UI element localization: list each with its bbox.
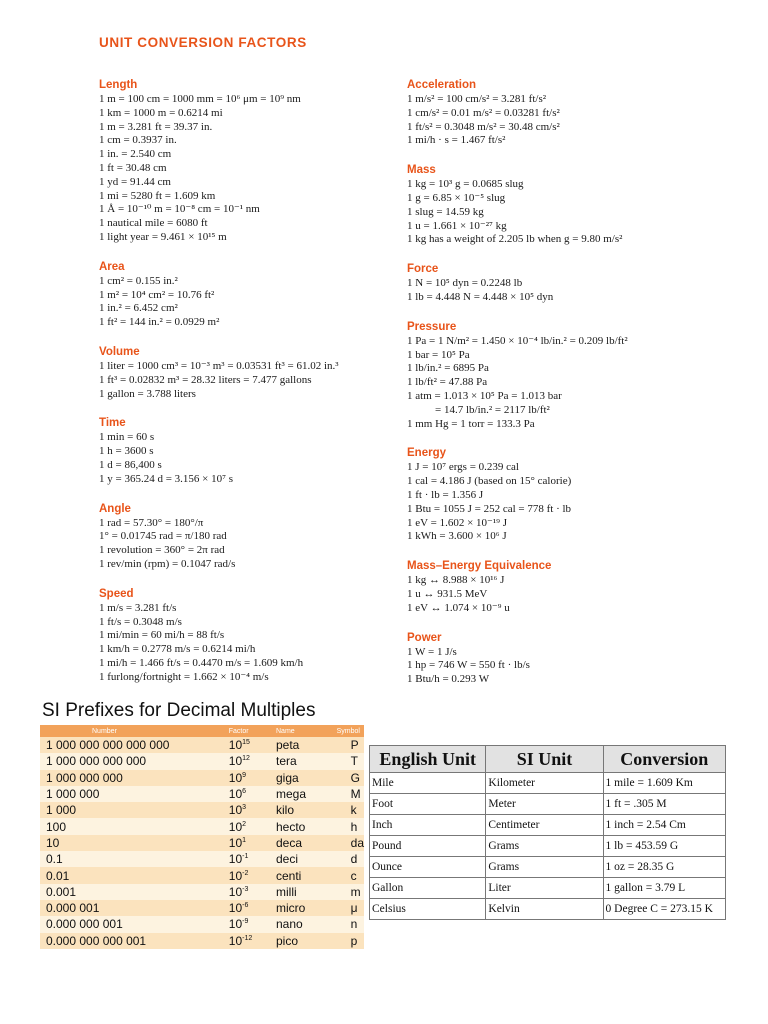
conversion-cell: 1 gallon = 3.79 L (603, 878, 725, 899)
section-heading: Force (407, 263, 439, 276)
conversion-line: 1 rev/min (rpm) = 0.1047 rad/s (99, 557, 236, 570)
left-column (99, 78, 399, 700)
table-row (370, 857, 726, 878)
conversion-line: 1 cal = 4.186 J (based on 15° calorie) (407, 475, 572, 488)
section-pressure (407, 320, 737, 432)
table-row (370, 878, 726, 899)
english-si-table (369, 745, 726, 920)
si-factor (219, 900, 276, 916)
si-factor (219, 737, 276, 753)
conversion-line: 1 Btu = 1055 J = 252 cal = 778 ft · lb (407, 502, 572, 515)
conversion-line: 1 m/s = 3.281 ft/s (99, 601, 177, 614)
table-row (370, 815, 726, 836)
si-factor-base: 10 (228, 917, 243, 932)
section-heading: Length (99, 79, 138, 91)
english-unit-cell: Celsius (370, 899, 486, 920)
si-factor (219, 835, 276, 851)
si-factor-exponent: 12 (242, 755, 250, 763)
si-unit-header: SI Unit (486, 746, 603, 773)
si-factor-base: 10 (228, 835, 243, 850)
si-name: deci (276, 851, 329, 867)
section-heading: Area (99, 260, 125, 273)
section-length (99, 78, 399, 245)
conversion-line: 1 y = 365.24 d = 3.156 × 10⁷ s (99, 472, 233, 485)
si-factor-base: 10 (228, 884, 243, 899)
conversion-line: 1 km = 1000 m = 0.6214 mi (99, 106, 223, 119)
conversion-line: 1 mi/h = 1.466 ft/s = 0.4470 m/s = 1.609 km/h (99, 656, 304, 669)
table-row (40, 851, 364, 867)
english-unit-cell: Foot (370, 794, 486, 815)
si-number: 0.000 001 (40, 900, 219, 916)
conversion-line: 1 mi/h · s = 1.467 ft/s² (407, 134, 506, 147)
conversion-cell: 1 inch = 2.54 Cm (603, 815, 725, 836)
si-factor-base: 10 (228, 933, 243, 948)
conversion-line: 1 atm = 1.013 × 10⁵ Pa = 1.013 bar (407, 389, 562, 402)
si-symbol: P (329, 737, 364, 753)
conversion-line: 1 m² = 10⁴ cm² = 10.76 ft² (99, 288, 215, 301)
si-factor (219, 867, 276, 883)
conversion-line: 1 bar = 10⁵ Pa (407, 348, 470, 361)
si-number: 10 (40, 835, 219, 851)
english-si-header-row (370, 746, 726, 773)
si-factor (219, 818, 276, 834)
si-name: deca (276, 835, 329, 851)
english-unit-cell: Inch (370, 815, 486, 836)
conversion-line: 1 J = 10⁷ ergs = 0.239 cal (407, 461, 519, 474)
conversion-line: 1 Btu/h = 0.293 W (407, 673, 490, 686)
section-heading: Acceleration (407, 79, 477, 91)
conversion-line: 1 km/h = 0.2778 m/s = 0.6214 mi/h (99, 643, 256, 656)
table-row (40, 884, 364, 900)
si-factor-exponent: -1 (242, 853, 249, 861)
si-factor (219, 753, 276, 769)
table-row (40, 802, 364, 818)
section-heading: Time (99, 417, 126, 430)
conversion-line: 1 revolution = 360° = 2π rad (99, 544, 225, 557)
table-row (370, 794, 726, 815)
si-symbol: h (329, 818, 364, 834)
si-factor (219, 851, 276, 867)
english-unit-header: English Unit (370, 746, 486, 773)
table-row (40, 770, 364, 786)
table-row (370, 773, 726, 794)
conversion-line: 1 cm/s² = 0.01 m/s² = 0.03281 ft/s² (407, 106, 560, 119)
si-header-symbol: Symbol (329, 725, 364, 737)
si-prefixes-table (40, 725, 364, 949)
conversion-line: 1 hp = 746 W = 550 ft · lb/s (407, 659, 530, 672)
si-number: 100 (40, 818, 219, 834)
si-symbol: G (329, 770, 364, 786)
si-number: 0.01 (40, 867, 219, 883)
conversion-line: 1 ft/s² = 0.3048 m/s² = 30.48 cm/s² (407, 120, 560, 133)
conversion-line: 1 u = 1.661 × 10⁻²⁷ kg (407, 219, 507, 232)
si-factor-exponent: 2 (242, 820, 247, 828)
conversion-line: = 14.7 lb/in.² = 2117 lb/ft² (435, 403, 550, 416)
si-name: kilo (276, 802, 329, 818)
si-factor (219, 916, 276, 932)
table-row (40, 835, 364, 851)
conversion-line: 1 ft³ = 0.02832 m³ = 28.32 liters = 7.477 gallons (99, 373, 312, 386)
si-number: 1 000 (40, 802, 219, 818)
conversion-line: 1 ft = 30.48 cm (99, 161, 167, 174)
si-unit-cell: Centimeter (486, 815, 603, 836)
section-energy (407, 446, 737, 544)
si-factor-exponent: -3 (242, 885, 249, 893)
si-factor-base: 10 (228, 754, 243, 769)
conversion-line: 1 eV ↔ 1.074 × 10⁻⁹ u (407, 601, 510, 614)
si-name: tera (276, 753, 329, 769)
english-unit-cell: Pound (370, 836, 486, 857)
english-unit-cell: Gallon (370, 878, 486, 899)
conversion-line: 1 kWh = 3.600 × 10⁶ J (407, 530, 507, 543)
si-name: centi (276, 867, 329, 883)
si-factor (219, 802, 276, 818)
conversion-line: 1 mi/min = 60 mi/h = 88 ft/s (99, 629, 225, 642)
conversion-line: 1 g = 6.85 × 10⁻⁵ slug (407, 191, 506, 204)
conversion-cell: 1 lb = 453.59 G (603, 836, 725, 857)
si-factor-exponent: 9 (242, 771, 247, 779)
conversion-line: 1 u ↔ 931.5 MeV (407, 587, 488, 600)
conversion-cell: 1 ft = .305 M (603, 794, 725, 815)
conversion-line: 1 mi = 5280 ft = 1.609 km (99, 189, 216, 202)
si-factor-exponent: 15 (242, 739, 250, 747)
conversion-cell: 1 oz = 28.35 G (603, 857, 725, 878)
table-row (40, 900, 364, 916)
conversion-header: Conversion (603, 746, 725, 773)
si-unit-cell: Grams (486, 836, 603, 857)
section-heading: Power (407, 631, 442, 644)
english-unit-cell: Ounce (370, 857, 486, 878)
conversion-line: 1 slug = 14.59 kg (407, 205, 484, 218)
section-heading: Volume (99, 345, 140, 358)
conversion-line: 1 mm Hg = 1 torr = 133.3 Pa (407, 417, 535, 430)
si-factor-exponent: -12 (242, 934, 253, 942)
table-row (40, 933, 364, 949)
si-symbol: c (329, 867, 364, 883)
si-factor (219, 770, 276, 786)
table-row (40, 737, 364, 753)
conversion-line: 1 N = 10⁵ dyn = 0.2248 lb (407, 277, 523, 290)
conversion-line: 1 lb/in.² = 6895 Pa (407, 362, 489, 375)
conversion-line: 1 eV = 1.602 × 10⁻¹⁹ J (407, 516, 508, 529)
si-name: mega (276, 786, 329, 802)
conversion-line: 1 liter = 1000 cm³ = 10⁻³ m³ = 0.03531 ft³ = 61.02 in.³ (99, 359, 339, 372)
si-number: 0.000 000 001 (40, 916, 219, 932)
section-angle (99, 502, 399, 572)
si-number: 0.000 000 000 001 (40, 933, 219, 949)
si-name: hecto (276, 818, 329, 834)
section-acceleration (407, 78, 737, 148)
table-row (40, 867, 364, 883)
si-symbol: n (329, 916, 364, 932)
conversion-line: 1 lb = 4.448 N = 4.448 × 10⁵ dyn (407, 290, 554, 303)
si-factor-base: 10 (228, 803, 243, 818)
table-row (370, 899, 726, 920)
si-factor-exponent: -2 (242, 869, 249, 877)
conversion-line: 1 kg ↔ 8.988 × 10¹⁶ J (407, 574, 505, 587)
si-unit-cell: Grams (486, 857, 603, 878)
si-factor-exponent: -6 (242, 902, 249, 910)
conversion-line: 1 in.² = 6.452 cm² (99, 302, 178, 315)
si-symbol: m (329, 884, 364, 900)
conversion-line: 1 cm² = 0.155 in.² (99, 274, 178, 287)
si-name: peta (276, 737, 329, 753)
si-number: 1 000 000 000 000 (40, 753, 219, 769)
conversion-line: 1 kg = 10³ g = 0.0685 slug (407, 178, 524, 191)
si-header-factor: Factor (219, 725, 276, 737)
conversion-line: 1 Å = 10⁻¹⁰ m = 10⁻⁸ cm = 10⁻¹ nm (99, 203, 260, 216)
section-area (99, 260, 399, 330)
si-symbol: d (329, 851, 364, 867)
si-symbol: da (329, 835, 364, 851)
si-symbol: μ (329, 900, 364, 916)
conversion-line: 1 furlong/fortnight = 1.662 × 10⁻⁴ m/s (99, 670, 269, 683)
si-number: 0.001 (40, 884, 219, 900)
si-factor (219, 884, 276, 900)
conversion-line: 1 light year = 9.461 × 10¹⁵ m (99, 230, 227, 243)
section-time (99, 416, 399, 486)
si-symbol: p (329, 933, 364, 949)
si-unit-cell: Liter (486, 878, 603, 899)
si-name: nano (276, 916, 329, 932)
section-speed (99, 587, 399, 685)
si-factor-exponent: -9 (242, 918, 249, 926)
table-row (40, 753, 364, 769)
page-title: UNIT CONVERSION FACTORS (99, 35, 307, 50)
conversion-line: 1 ft/s = 0.3048 m/s (99, 615, 182, 628)
table-row (40, 818, 364, 834)
si-factor (219, 786, 276, 802)
section-heading: Angle (99, 502, 131, 515)
si-factor-base: 10 (228, 868, 243, 883)
conversion-cell: 1 mile = 1.609 Km (603, 773, 725, 794)
section-power (407, 631, 737, 687)
conversion-line: 1 m/s² = 100 cm/s² = 3.281 ft/s² (407, 93, 547, 105)
si-factor-base: 10 (228, 738, 243, 753)
conversion-line: 1 in. = 2.540 cm (99, 148, 172, 161)
section-mass (407, 163, 737, 247)
conversion-line: 1 d = 86,400 s (99, 458, 162, 471)
si-number: 1 000 000 000 000 000 (40, 737, 219, 753)
table-row (370, 836, 726, 857)
english-unit-cell: Mile (370, 773, 486, 794)
si-factor-base: 10 (228, 819, 243, 834)
si-prefixes-title: SI Prefixes for Decimal Multiples (42, 700, 316, 721)
conversion-line: 1° = 0.01745 rad = π/180 rad (99, 530, 227, 543)
conversion-line: 1 cm = 0.3937 in. (99, 134, 177, 147)
si-name: pico (276, 933, 329, 949)
section-mass-energy-equivalence (407, 559, 737, 615)
conversion-line: 1 Pa = 1 N/m² = 1.450 × 10⁻⁴ lb/in.² = 0.209 lb/ft² (407, 334, 628, 347)
si-unit-cell: Kilometer (486, 773, 603, 794)
conversion-line: 1 ft · lb = 1.356 J (407, 488, 484, 501)
conversion-line: 1 gallon = 3.788 liters (99, 387, 196, 400)
si-factor-base: 10 (228, 852, 243, 867)
si-number: 0.1 (40, 851, 219, 867)
si-unit-cell: Meter (486, 794, 603, 815)
section-heading: Energy (407, 447, 446, 460)
si-name: milli (276, 884, 329, 900)
conversion-line: 1 h = 3600 s (99, 445, 154, 458)
conversion-line: 1 nautical mile = 6080 ft (99, 217, 208, 230)
conversion-line: 1 lb/ft² = 47.88 Pa (407, 376, 488, 389)
section-heading: Speed (99, 587, 134, 600)
conversion-line: 1 kg has a weight of 2.205 lb when g = 9.80 m/s² (407, 233, 623, 246)
si-table-header-row (40, 725, 364, 737)
section-heading: Mass–Energy Equivalence (407, 560, 552, 573)
section-heading: Mass (407, 164, 436, 177)
section-volume (99, 345, 399, 401)
si-header-name: Name (276, 725, 329, 737)
si-factor-exponent: 3 (242, 804, 247, 812)
table-row (40, 786, 364, 802)
si-factor (219, 933, 276, 949)
si-factor-exponent: 6 (242, 788, 247, 796)
si-number: 1 000 000 (40, 786, 219, 802)
conversion-line: 1 m = 100 cm = 1000 mm = 10⁶ μm = 10⁹ nm (99, 93, 301, 105)
si-factor-base: 10 (228, 770, 243, 785)
si-symbol: T (329, 753, 364, 769)
conversion-line: 1 W = 1 J/s (407, 645, 457, 658)
si-unit-cell: Kelvin (486, 899, 603, 920)
conversion-cell: 0 Degree C = 273.15 K (603, 899, 725, 920)
conversion-line: 1 ft² = 144 in.² = 0.0929 m² (99, 316, 220, 329)
section-heading: Pressure (407, 320, 457, 333)
si-name: giga (276, 770, 329, 786)
table-row (40, 916, 364, 932)
si-symbol: M (329, 786, 364, 802)
right-column (407, 78, 737, 702)
si-header-number: Number (40, 725, 219, 737)
si-factor-exponent: 1 (242, 836, 247, 844)
si-factor-base: 10 (228, 901, 243, 916)
si-name: micro (276, 900, 329, 916)
conversion-line: 1 rad = 57.30° = 180°/π (99, 516, 204, 529)
si-factor-base: 10 (228, 787, 243, 802)
conversion-line: 1 min = 60 s (99, 431, 155, 444)
si-symbol: k (329, 802, 364, 818)
conversion-line: 1 m = 3.281 ft = 39.37 in. (99, 120, 213, 133)
conversion-line: 1 yd = 91.44 cm (99, 175, 171, 188)
si-number: 1 000 000 000 (40, 770, 219, 786)
section-force (407, 262, 737, 305)
